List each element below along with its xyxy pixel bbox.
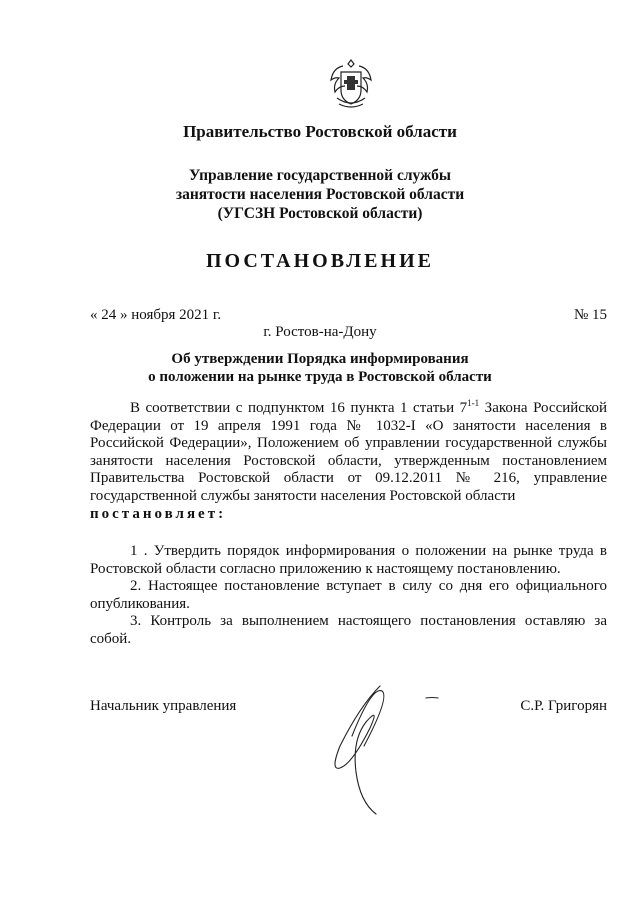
subject-line: о положении на рынке труда в Ростовской области [148, 369, 492, 385]
signer-position: Начальник управления [90, 698, 237, 714]
resolution-items [90, 543, 607, 649]
coat-of-arms-icon [327, 58, 375, 110]
document-city: г. Ростов-на-Дону [263, 324, 377, 340]
document-type: ПОСТАНОВЛЕНИЕ [206, 250, 434, 272]
preamble-paragraph [90, 400, 607, 506]
preamble-text: Закона Российской Федерации от 19 апреля 1991 года № 1032-I «О занятости населения в Российской Федерации», Положением об управлении государственной службы занятости населения Ростовской области, утвержденным постановлением Правительства Ростовской области от 09.12.2011 № 216, управление государственной службы занятости населения Ростовской области [90, 400, 608, 504]
resolution-item: 1 . Утвердить порядок информирования о положении на рынке труда в Ростовской области согласно приложению к настоящему постановлению. [90, 543, 607, 577]
preamble-text: В соответствии с подпунктом 16 пункта 1 статьи 7 [130, 400, 468, 416]
resolution-item: 3. Контроль за выполнением настоящего постановления оставляю за собой. [90, 613, 607, 647]
document-subject [0, 350, 640, 386]
department-line: занятости населения Ростовской области [175, 186, 465, 203]
resolve-word: постановляет: [90, 506, 227, 522]
subject-line: Об утверждении Порядка информирования [171, 351, 469, 367]
resolution-item: 2. Настоящее постановление вступает в силу со дня его официального опубликования. [90, 578, 607, 612]
government-title: Правительство Ростовской области [183, 122, 457, 141]
document-date: « 24 » ноября 2021 г. [90, 307, 222, 323]
department-name [0, 166, 640, 223]
document-number: № 15 [573, 307, 607, 323]
signer-name: С.Р. Григорян [520, 698, 607, 714]
article-superscript: 1-1 [467, 398, 480, 408]
department-line: (УГСЗН Ростовской области) [217, 205, 423, 222]
handwritten-signature [322, 676, 442, 816]
department-line: Управление государственной службы [189, 167, 451, 184]
